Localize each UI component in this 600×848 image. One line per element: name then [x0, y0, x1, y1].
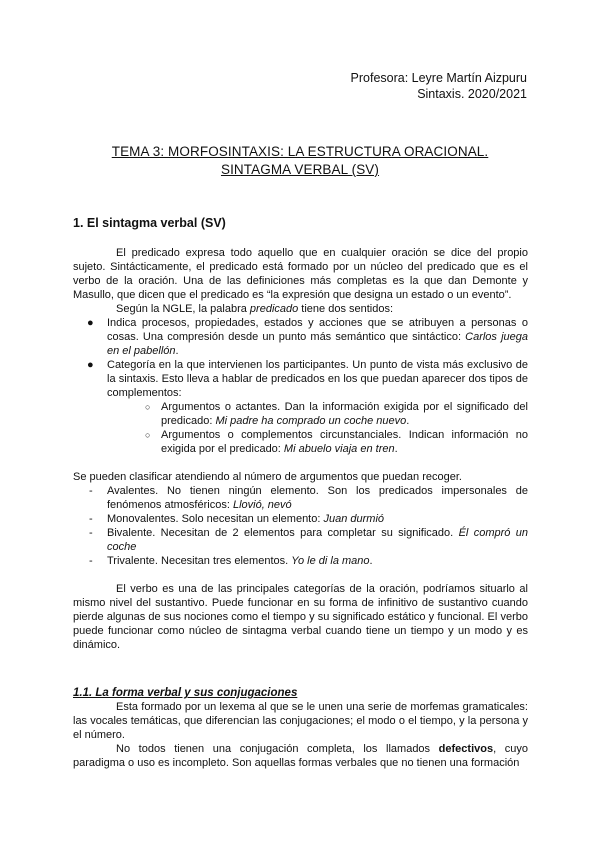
list-item [73, 316, 528, 358]
senses-list [73, 316, 528, 456]
bullet-marker: ● [87, 359, 94, 371]
sub-2-text: Argumentos o complementos circunstanciales. Indican información no exigida por el predicado: [161, 429, 528, 455]
list-item [73, 554, 528, 568]
sub-1-example: Mi padre ha comprado un coche nuevo [215, 415, 407, 427]
ngle-paragraph [73, 302, 528, 316]
title-line-1: TEMA 3: MORFOSINTAXIS: LA ESTRUCTURA ORACIONAL. [111, 144, 489, 159]
sense-1-example: Carlos juega en el pabellón [107, 331, 528, 357]
document-title [0, 143, 600, 179]
ngle-word: predicado [249, 303, 299, 315]
complements-list [107, 400, 528, 456]
author-line: Profesora: Leyre Martín Aizpuru [350, 71, 527, 85]
section-1-1-heading: 1.1. La forma verbal y sus conjugaciones [73, 687, 298, 699]
course-line: Sintaxis. 2020/2021 [417, 87, 527, 101]
bullet-marker: ● [87, 317, 94, 329]
classify-paragraph: Se pueden clasificar atendiendo al número de argumentos que puedan recoger. [73, 471, 462, 483]
title-line-2: SINTAGMA VERBAL (SV) [220, 162, 380, 177]
section-1-1 [73, 686, 528, 770]
type-example: Juan durmió [323, 513, 385, 525]
sub-2-example: Mi abuelo viaja en tren [283, 443, 395, 455]
list-item [107, 400, 528, 428]
sense-2-text: Categoría en la que intervienen los participantes. Un punto de vista más exclusivo de la sintaxis. Esto lleva a hablar de predicados en los que puedan aparecer dos tipos de complementos: [107, 359, 528, 399]
type-example: Llovió, nevó [232, 499, 292, 511]
circle-marker: ○ [145, 430, 151, 440]
circle-marker: ○ [145, 402, 151, 412]
period: . [175, 345, 179, 357]
period: . [394, 443, 398, 455]
dash-marker: - [89, 555, 93, 567]
defective-paragraph [73, 742, 528, 770]
intro-paragraph: El predicado expresa todo aquello que en cualquier oración se dice del propio sujeto. Sintácticamente, el predicado está formado por un núcleo del predicado que es el verbo de la oración. Una de las definiciones más completas es la que dan Demonte y Masullo, que dicen que el predicado es “la expresión que designa un estado o un evento”. [73, 247, 528, 301]
dash-marker: - [89, 527, 93, 539]
type-text: Bivalente. Necesitan de 2 elementos para completar su significado. [107, 527, 459, 539]
valency-list [73, 484, 528, 568]
defective-term: defectivos [438, 743, 494, 755]
period: . [369, 555, 373, 567]
type-example: Él compró un coche [107, 527, 529, 553]
type-text: Monovalentes. Solo necesitan un elemento: [107, 513, 324, 525]
ngle-pre: Según la NGLE, la palabra [116, 303, 250, 315]
section-1-heading: 1. El sintagma verbal (SV) [73, 216, 226, 230]
list-item [73, 526, 528, 554]
list-item [73, 484, 528, 512]
period: . [406, 415, 410, 427]
dash-marker: - [89, 513, 93, 525]
defective-pre: No todos tienen una conjugación completa, los llamados [116, 743, 439, 755]
list-item [73, 512, 528, 526]
list-item [107, 428, 528, 456]
list-item [73, 358, 528, 456]
type-example: Yo le di la mano [291, 555, 370, 567]
header [351, 70, 527, 102]
dash-marker: - [89, 485, 93, 497]
section-1-body [73, 246, 528, 652]
sense-1-text: Indica procesos, propiedades, estados y acciones que se atribuyen a personas o cosas. Una compresión desde un punto más semántico que sintáctico: [107, 317, 528, 343]
verb-paragraph: El verbo es una de las principales categorías de la oración, podríamos situarlo al mismo nivel del sustantivo. Puede funcionar en su forma de infinitivo de sustantivo cuando pierde algunas de sus nociones como el tiempo y su significado estático y funcional. El verbo puede funcionar como núcleo de sintagma verbal cuando tiene un tiempo y un modo y es dinámico. [73, 583, 528, 651]
morphemes-paragraph: Esta formado por un lexema al que se le unen una serie de morfemas gramaticales: las vocales temáticas, que diferencian las conjugaciones; el modo o el tiempo, y la persona y el número. [73, 701, 528, 741]
ngle-post: tiene dos sentidos: [298, 303, 394, 315]
defective-post: , cuyo paradigma o uso es incompleto. Son aquellas formas verbales que no tienen una formación [73, 743, 528, 769]
type-text: Trivalente. Necesitan tres elementos. [107, 555, 292, 567]
type-text: Avalentes. No tienen ningún elemento. Son los predicados impersonales de fenómenos atmosféricos: [107, 485, 528, 511]
sub-1-text: Argumentos o actantes. Dan la información exigida por el significado del predicado: [161, 401, 528, 427]
